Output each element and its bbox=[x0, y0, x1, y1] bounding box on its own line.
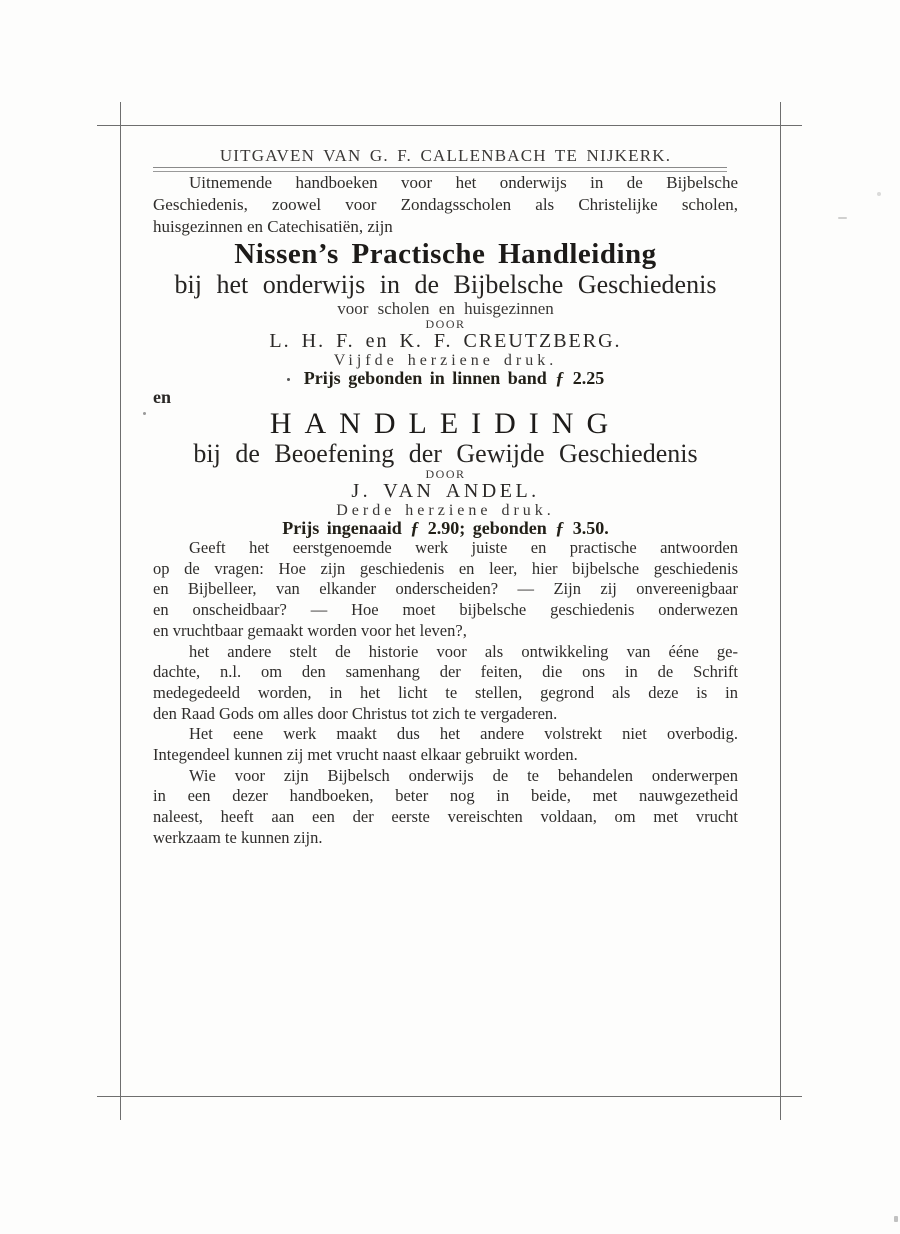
book1-subtitle: bij het onderwijs in de Bijbelsche Geschiedenis bbox=[174, 270, 717, 299]
book2-price-label1: Prijs ingenaaid bbox=[282, 518, 402, 538]
body-line: en Bijbelleer, van elkander onderscheiden? — Zijn zij onvereenigbaar bbox=[153, 579, 738, 599]
body-line: dachte, n.l. om den samenhang der feiten, die ons in de Schrift bbox=[153, 662, 738, 682]
scan-speck bbox=[838, 217, 847, 219]
body-text bbox=[153, 538, 738, 849]
body-line: medegedeeld worden, in het licht te stellen, gegrond als deze is in bbox=[153, 682, 738, 702]
scan-speck bbox=[143, 412, 146, 415]
intro-paragraph bbox=[153, 172, 738, 238]
book2-price bbox=[153, 519, 738, 538]
body-line: naleest, heeft aan een der eerste vereischten voldaan, om met vrucht bbox=[153, 807, 738, 827]
book1-price-label: Prijs gebonden in linnen band bbox=[303, 368, 547, 388]
trim-mark-bottom bbox=[97, 1096, 802, 1097]
page-content bbox=[153, 145, 738, 849]
body-paragraph bbox=[153, 642, 738, 725]
body-paragraph bbox=[153, 766, 738, 849]
book2-authors: J. VAN ANDEL. bbox=[351, 480, 540, 502]
scan-speck bbox=[877, 192, 881, 196]
trim-mark-right bbox=[780, 102, 781, 1120]
body-paragraph bbox=[153, 724, 738, 765]
body-line: Integendeel kunnen zij met vrucht naast elkaar gebruikt worden. bbox=[153, 745, 578, 765]
book1-price-amount: 2.25 bbox=[572, 368, 605, 388]
book1-audience: voor scholen en huisgezinnen bbox=[337, 299, 554, 318]
book1-byline-label: DOOR bbox=[425, 317, 466, 331]
book2-subtitle: bij de Beoefening der Gewijde Geschiedenis bbox=[193, 439, 698, 468]
book1-title: Nissen’s Practische Handleiding bbox=[234, 238, 657, 270]
intro-line: Geschiedenis, zoowel voor Zondagsscholen als Christelijke scholen, bbox=[153, 195, 738, 214]
florin-sign: ƒ bbox=[555, 518, 565, 538]
book1-price bbox=[153, 369, 738, 388]
body-line: en vruchtbaar gemaakt worden voor het leven?, bbox=[153, 620, 467, 640]
publisher-header: UITGAVEN VAN G. F. CALLENBACH TE NIJKERK. bbox=[219, 146, 672, 165]
book2-price-amount2: 3.50. bbox=[572, 518, 609, 538]
intro-line: huisgezinnen en Catechisatiën, zijn bbox=[153, 217, 393, 236]
book2-byline-label: DOOR bbox=[425, 467, 466, 481]
trim-mark-left bbox=[120, 102, 121, 1120]
body-line: werkzaam te kunnen zijn. bbox=[153, 827, 323, 847]
florin-sign: ƒ bbox=[410, 518, 420, 538]
book2-price-label2: gebonden bbox=[472, 518, 547, 538]
scan-speck bbox=[894, 1216, 898, 1222]
body-line: in een dezer handboeken, beter nog in beide, met nauwgezetheid bbox=[153, 786, 738, 806]
florin-sign: ƒ bbox=[555, 368, 565, 388]
book2-title: HANDLEIDING bbox=[269, 407, 622, 440]
body-line: Wie voor zijn Bijbelsch onderwijs de te behandelen onderwerpen bbox=[189, 765, 738, 785]
print-dot bbox=[287, 378, 290, 381]
intro-line: Uitnemende handboeken voor het onderwijs in de Bijbelsche bbox=[189, 173, 738, 192]
book2-edition: Derde herziene druk. bbox=[336, 502, 555, 519]
book1-authors: L. H. F. en K. F. CREUTZBERG. bbox=[269, 330, 622, 352]
body-line: en onscheidbaar? — Hoe moet bijbelsche geschiedenis onderwezen bbox=[153, 600, 738, 620]
trim-mark-top bbox=[97, 125, 802, 126]
body-line: Het eene werk maakt dus het andere volstrekt niet overbodig. bbox=[189, 724, 738, 744]
body-line: Geeft het eerstgenoemde werk juiste en practische antwoorden bbox=[189, 538, 738, 557]
book2-price-amount1: 2.90; bbox=[427, 518, 466, 538]
connector-word: en bbox=[153, 387, 171, 407]
body-paragraph bbox=[153, 538, 738, 642]
body-line: den Raad Gods om alles door Christus tot zich te vergaderen. bbox=[153, 703, 558, 723]
body-line: het andere stelt de historie voor als ontwikkeling van ééne ge- bbox=[189, 641, 738, 661]
book1-edition: Vijfde herziene druk. bbox=[333, 352, 558, 369]
body-line: op de vragen: Hoe zijn geschiedenis en leer, hier bijbelsche geschiedenis bbox=[153, 558, 738, 578]
